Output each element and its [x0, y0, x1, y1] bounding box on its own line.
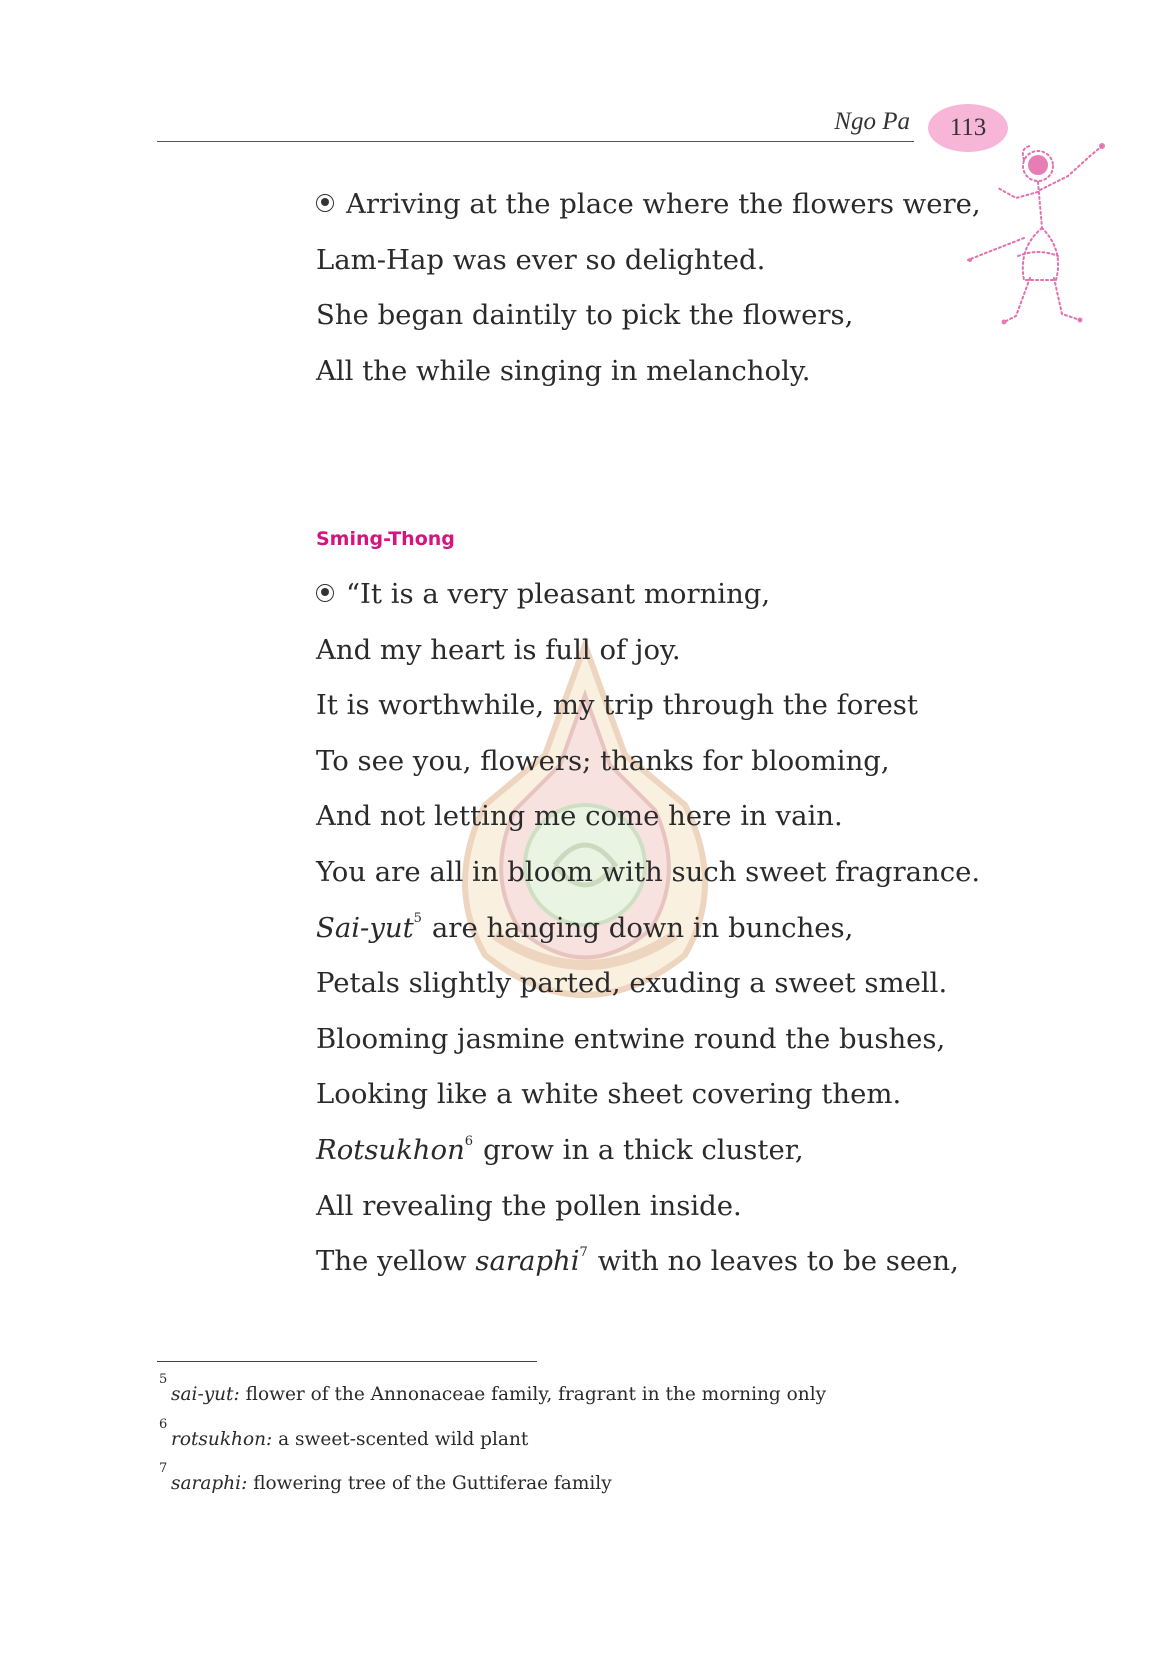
footnote-ref[interactable]: 5 [413, 911, 422, 927]
speaker-name: Sming-Thong [316, 528, 455, 550]
verse-line: All the while singing in melancholy. [316, 354, 811, 387]
verse-line: She began daintily to pick the flowers, [316, 299, 854, 332]
verse-line: All revealing the pollen inside. [316, 1189, 742, 1222]
verse-line: To see you, flowers; thanks for blooming, [316, 744, 890, 777]
term-italic: Sai-yut [316, 911, 414, 944]
bullet-icon [316, 194, 334, 212]
dancer-figure-icon [958, 138, 1118, 348]
verse-arriving [316, 177, 981, 399]
footnote-text: flower of the Annonaceae family, fragrant in the morning only [245, 1384, 827, 1405]
verse-line: Blooming jasmine entwine round the bushes, [316, 1022, 946, 1055]
running-header-title: Ngo Pa [834, 108, 910, 135]
footnote [157, 1461, 826, 1506]
verse-line: And not letting me come here in vain. [316, 800, 843, 833]
verse-line: Petals slightly parted, exuding a sweet smell. [316, 967, 948, 1000]
verse-sming-thong [316, 567, 980, 1290]
verse-line: It is worthwhile, my trip through the forest [316, 689, 918, 722]
verse-line: The yellow saraphi$^7$ with no leaves to be seen, [316, 1244, 959, 1278]
verse-line: “It is a very pleasant morning, [316, 567, 980, 623]
verse-line: Sai-yut$^5$ are hanging down in bunches, [316, 911, 854, 944]
term-italic: saraphi [475, 1245, 580, 1278]
footnote-ref[interactable]: 6 [464, 1133, 474, 1149]
verse-line: And my heart is full of joy. [316, 633, 681, 666]
footnote-number: 5 [159, 1372, 168, 1387]
verse-line: Rotsukhon$^6$ grow in a thick cluster, [316, 1133, 804, 1166]
footnote-term: saraphi: [171, 1473, 248, 1494]
verse-line: You are all in bloom with such sweet fragrance. [316, 855, 981, 888]
verse-line: Looking like a white sheet covering them. [316, 1078, 902, 1111]
footnote-text: flowering tree of the Guttiferae family [253, 1473, 612, 1494]
footnote-term: sai-yut: [171, 1384, 240, 1405]
verse-line: Arriving at the place where the flowers were, [316, 177, 981, 233]
footnote [157, 1417, 826, 1462]
footnote-text: a sweet-scented wild plant [278, 1428, 529, 1450]
footnotes [157, 1372, 826, 1506]
verse-line: Lam-Hap was ever so delighted. [316, 243, 766, 276]
footnote-rule [157, 1361, 537, 1362]
footnote [157, 1372, 826, 1417]
footnote-ref[interactable]: 7 [579, 1244, 588, 1260]
footnote-number: 7 [159, 1461, 168, 1476]
header-rule [157, 141, 914, 142]
page-number-badge: 113 [928, 104, 1008, 152]
bullet-icon [316, 584, 334, 602]
footnote-number: 6 [159, 1416, 168, 1432]
term-italic: Rotsukhon [316, 1133, 465, 1166]
footnote-term: rotsukhon: [171, 1428, 273, 1450]
